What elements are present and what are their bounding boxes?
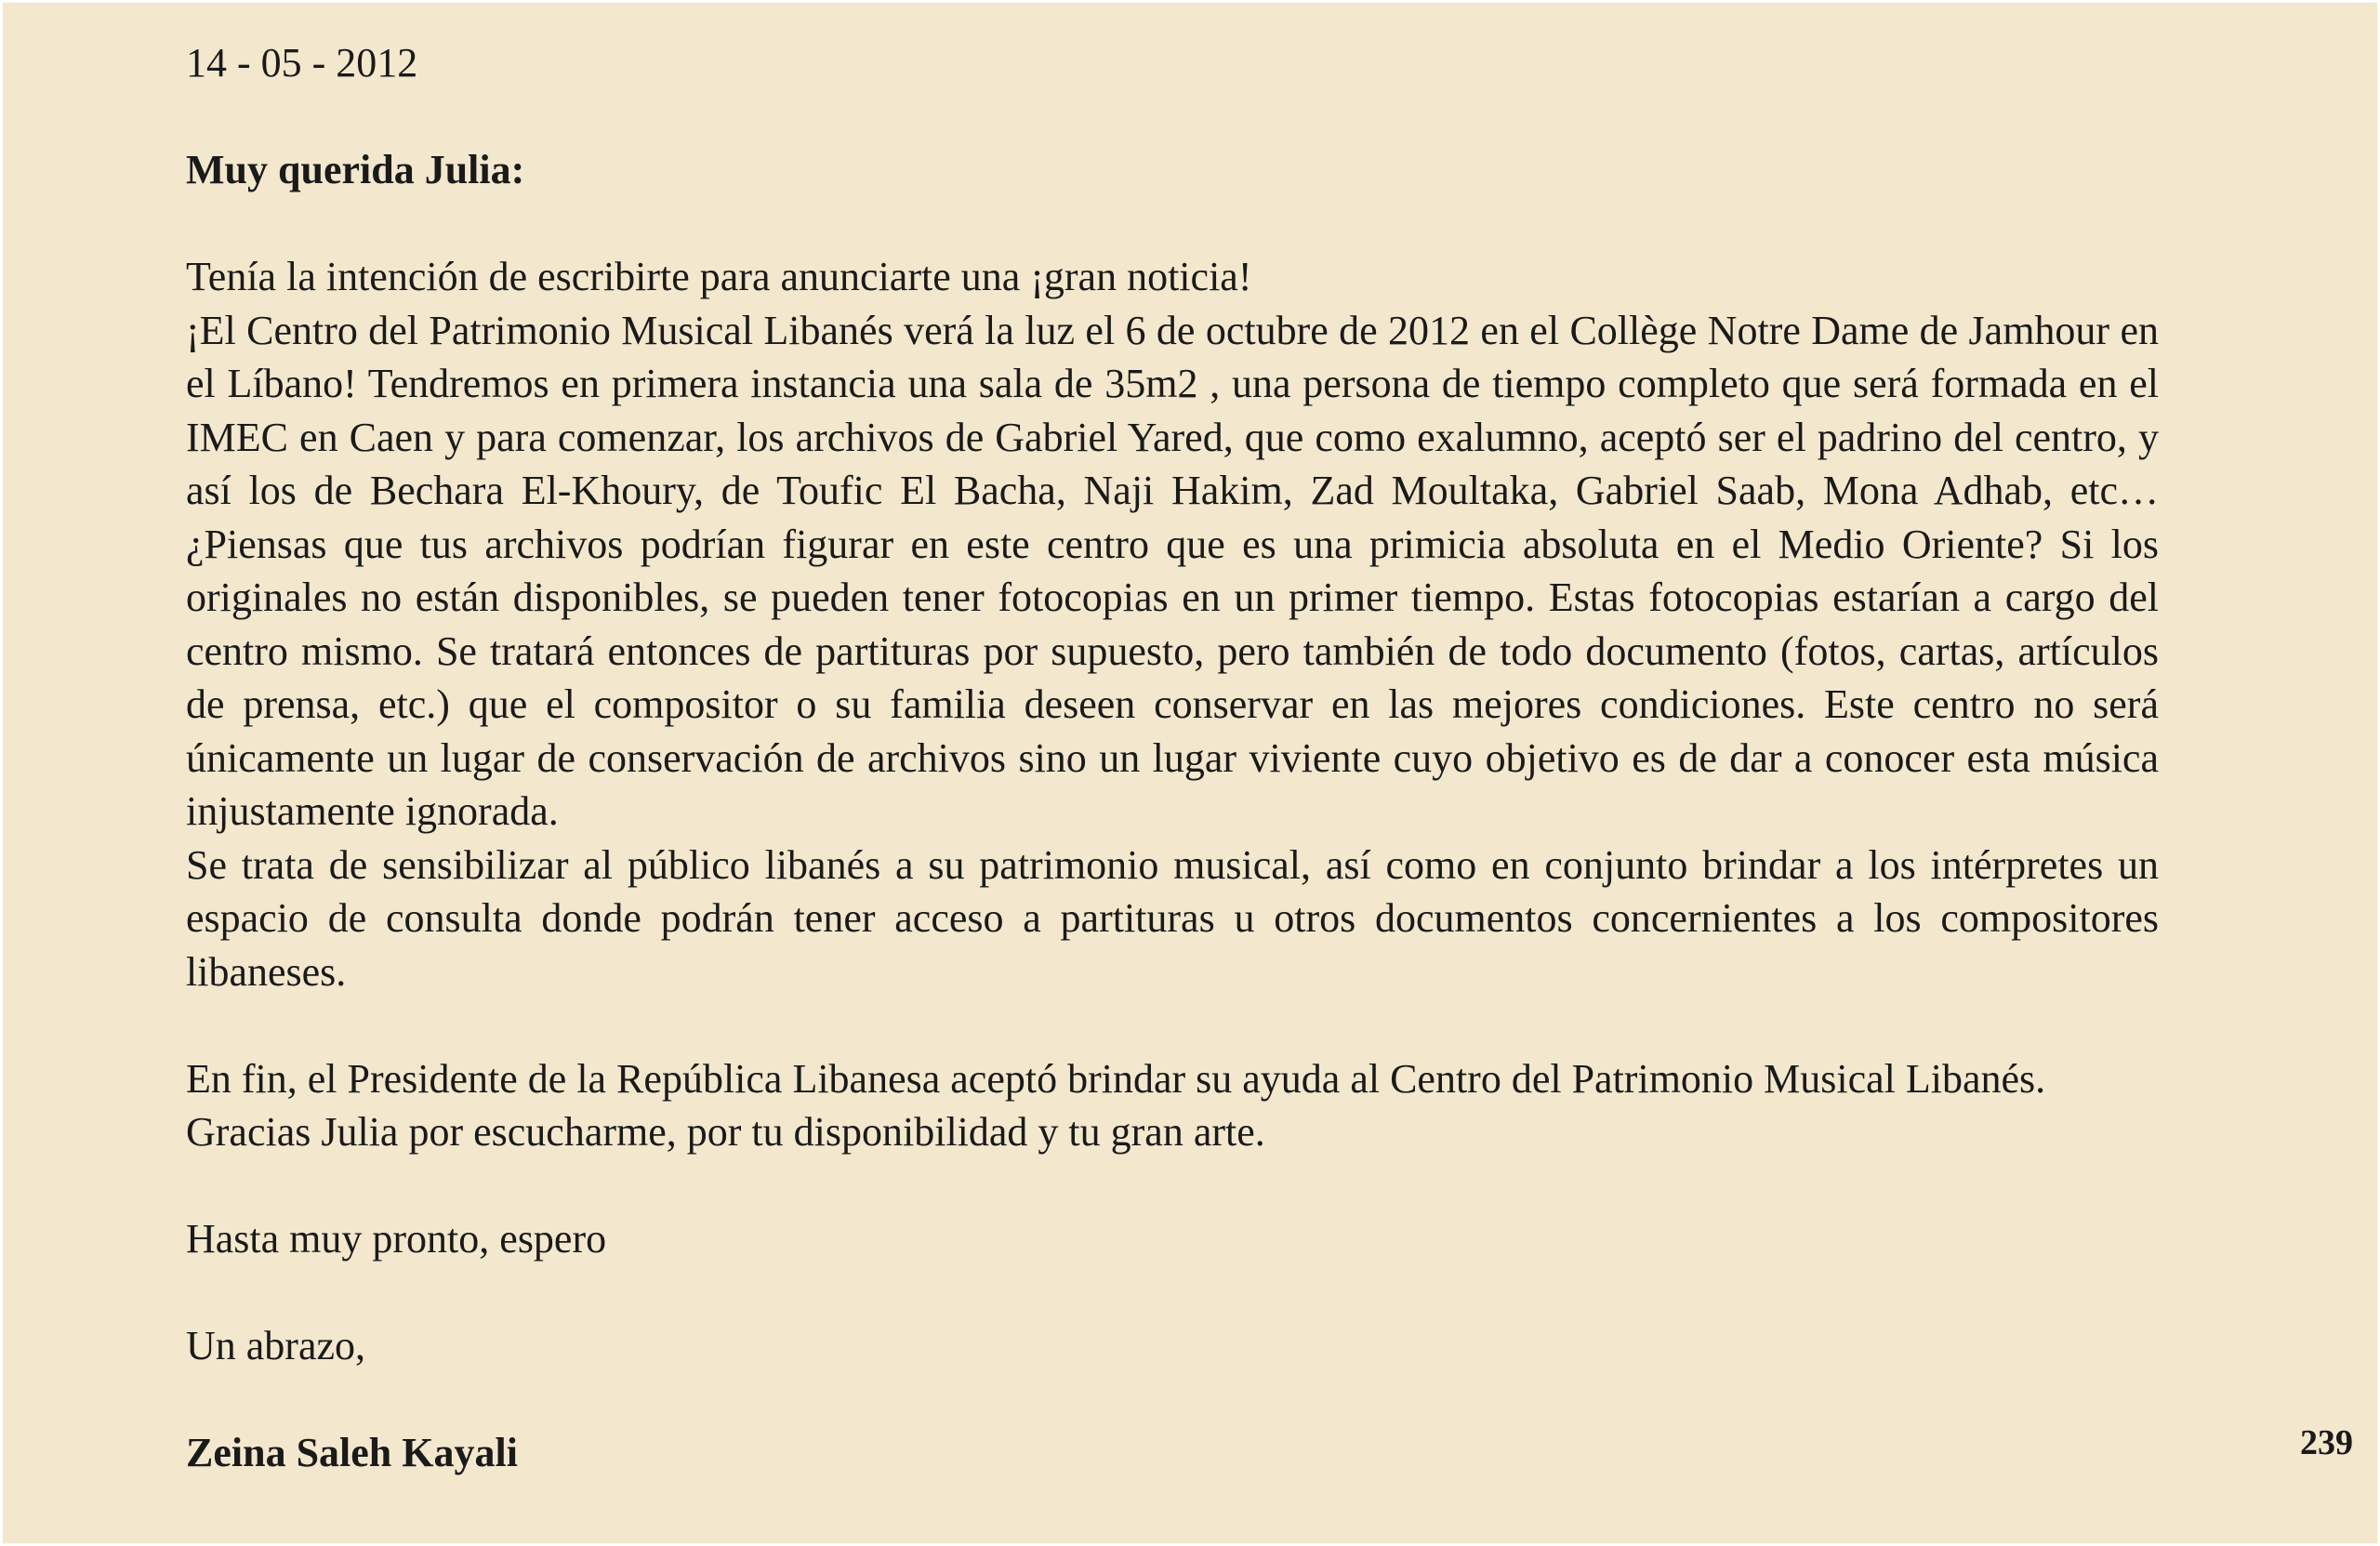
farewell-line: Hasta muy pronto, espero	[186, 1216, 607, 1262]
intro-paragraph: Tenía la intención de escribirte para anunciarte una ¡gran noticia!	[186, 254, 1252, 299]
paragraph-spacer	[186, 1159, 2159, 1213]
main-paragraph: ¡El Centro del Patrimonio Musical Libanés verá la luz el 6 de octubre de 2012 en el Collège Notre Dame de Jamhour en el Líbano! Tendremos en primera instancia una sala de 35m2 , una persona de tiempo completo que será formada en el IMEC en Caen y para comenzar, los archivos de Gabriel Yared, que como exalumno, aceptó ser el padrino del centro, y así los de Bechara El-Khoury, de Toufic El Bacha, Naji Hakim, Zad Moultaka, Gabriel Saab, Mona Adhab, etc… ¿Piensas que tus archivos podrían figurar en este centro que es una primicia absoluta en el Medio Oriente? Si los originales no están disponibles, se pueden tener fotocopias en un primer tiempo. Estas fotocopias estarían a cargo del centro mismo. Se tratará entonces de partituras por supuesto, pero también de todo documento (fotos, cartas, artículos de prensa, etc.) que el compositor o su familia deseen conservar en las mejores condiciones. Este centro no será únicamente un lugar de conservación de archivos sino un lugar viviente cuyo objetivo es de dar a conocer esta música injustamente ignorada.	[186, 307, 2159, 834]
second-paragraph: Se trata de sensibilizar al público libanés a su patrimonio musical, así como en conjunto brindar a los intérpretes un espacio de consulta donde podrán tener acceso a partituras u otros documentos concernientes a los compositores libaneses.	[186, 841, 2159, 995]
sign-off-line: Un abrazo,	[186, 1323, 366, 1368]
paragraph-spacer	[186, 1266, 2159, 1320]
letter-date: 14 - 05 - 2012	[186, 40, 418, 86]
letter-page	[3, 3, 2377, 1543]
closing-line-thanks: Gracias Julia por escucharme, por tu disponibilidad y tu gran arte.	[186, 1109, 1265, 1155]
letter-signature: Zeina Saleh Kayali	[186, 1430, 518, 1475]
letter-salutation: Muy querida Julia:	[186, 147, 525, 192]
paragraph-spacer	[186, 998, 2159, 1052]
closing-line-president: En fin, el Presidente de la República Libanesa aceptó brindar su ayuda al Centro del Patrimonio Musical Libanés.	[186, 1055, 2046, 1102]
letter-body	[186, 36, 2159, 1480]
paragraph-spacer	[186, 1373, 2159, 1427]
page-number: 239	[2300, 1423, 2353, 1462]
